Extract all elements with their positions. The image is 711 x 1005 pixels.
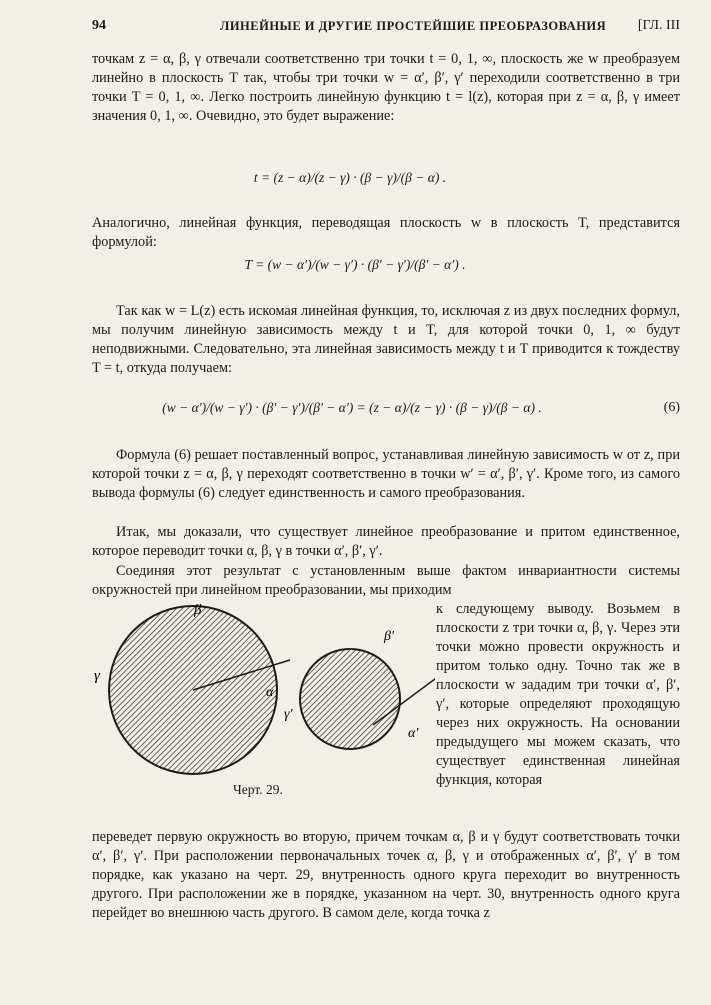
paragraph-7-side: к следующему выводу. Возьмем в плоскости z три точки α, β, γ. Через эти точки можно провести окружность и притом только одну. Точно так же в плоскости w зададим три точки α′, β′, γ′, которые определяют проходящую через них окружность. На основании предыдущего мы можем сказать, что существует единственная линейная функция, которая (436, 601, 680, 788)
paragraph-1: точкам z = α, β, γ отвечали соответственно три точки t = 0, 1, ∞, плоскость же w преобразуем линейно в плоскость T так, чтобы три точки w = α′, β′, γ′ переходили соответственно в три точки T = 0, 1, ∞. Легко построить линейную функцию t = l(z), которая при z = α, β, γ имеет значения 0, 1, ∞. Очевидно, это будет выражение: (92, 51, 680, 124)
label-alpha-prime: α′ (408, 726, 419, 741)
running-title: ЛИНЕЙНЫЕ И ДРУГИЕ ПРОСТЕЙШИЕ ПРЕОБРАЗОВАНИЯ (220, 19, 607, 33)
label-alpha: α (266, 685, 274, 700)
paragraph-3: Так как w = L(z) есть искомая линейная функция, то, исключая z из двух последних формул, мы получим линейную зависимость между t и T, для которой точки 0, 1, ∞ будут неподвижными. Следовательно, эта линейная зависимость между t и T приводится к тождеству T = t, откуда получаем: (92, 303, 680, 376)
paragraph-2: Аналогично, линейная функция, переводящая плоскость w в плоскость T, представится формулой: (92, 215, 680, 250)
formula-6: (w − α′)/(w − γ′) · (β′ − γ′)/(β′ − α′) = (z − α)/(z − γ) · (β − γ)/(β − α) . (162, 400, 542, 415)
label-gamma-prime: γ′ (284, 707, 293, 722)
figure-caption: Черт. 29. (233, 782, 283, 797)
formula-t: t = (z − α)/(z − γ) · (β − γ)/(β − α) . (253, 170, 447, 185)
chapter-marker: [ГЛ. III (637, 18, 680, 33)
equation-number: (6) (663, 400, 680, 415)
page-header (92, 18, 680, 40)
label-gamma: γ (94, 668, 100, 684)
paragraph-8: переведет первую окружность во вторую, причем точкам α, β и γ будут соответствовать точки α′, β′, γ′. При расположении первоначальных точек α, β, γ и отображенных α′, β′, γ′ в том порядке, как указано на черт. 29, внутренность одного круга переходит во внутренность другого. При расположении же в порядке, указанном на черт. 30, внутренность одного круга перейдет во внешнюю часть другого. В самом деле, когда точка z (92, 829, 680, 921)
formula-T: T = (w − α′)/(w − γ′) · (β′ − γ′)/(β′ − α′) . (244, 257, 466, 272)
figure-29 (90, 604, 435, 779)
paragraph-5: Итак, мы доказали, что существует линейное преобразование и притом единственное, которое переводит точки α, β, γ в точки α′, β′, γ′. (92, 524, 680, 559)
circle-w (300, 649, 400, 749)
page-number: 94 (92, 18, 106, 33)
paragraph-6: Соединяя этот результат с установленным выше фактом инвариантности системы окружностей при линейном преобразовании, мы приходим (92, 563, 680, 598)
label-beta: β (194, 604, 202, 618)
label-beta-prime: β′ (384, 629, 395, 644)
paragraph-4: Формула (6) решает поставленный вопрос, устанавливая линейную зависимость w от z, при которой точки z = α, β, γ переходят соответственно в точки w′ = α′, β′, γ′. Кроме того, из самого вывода формулы (6) следует единственность и самого преобразования. (92, 447, 680, 501)
